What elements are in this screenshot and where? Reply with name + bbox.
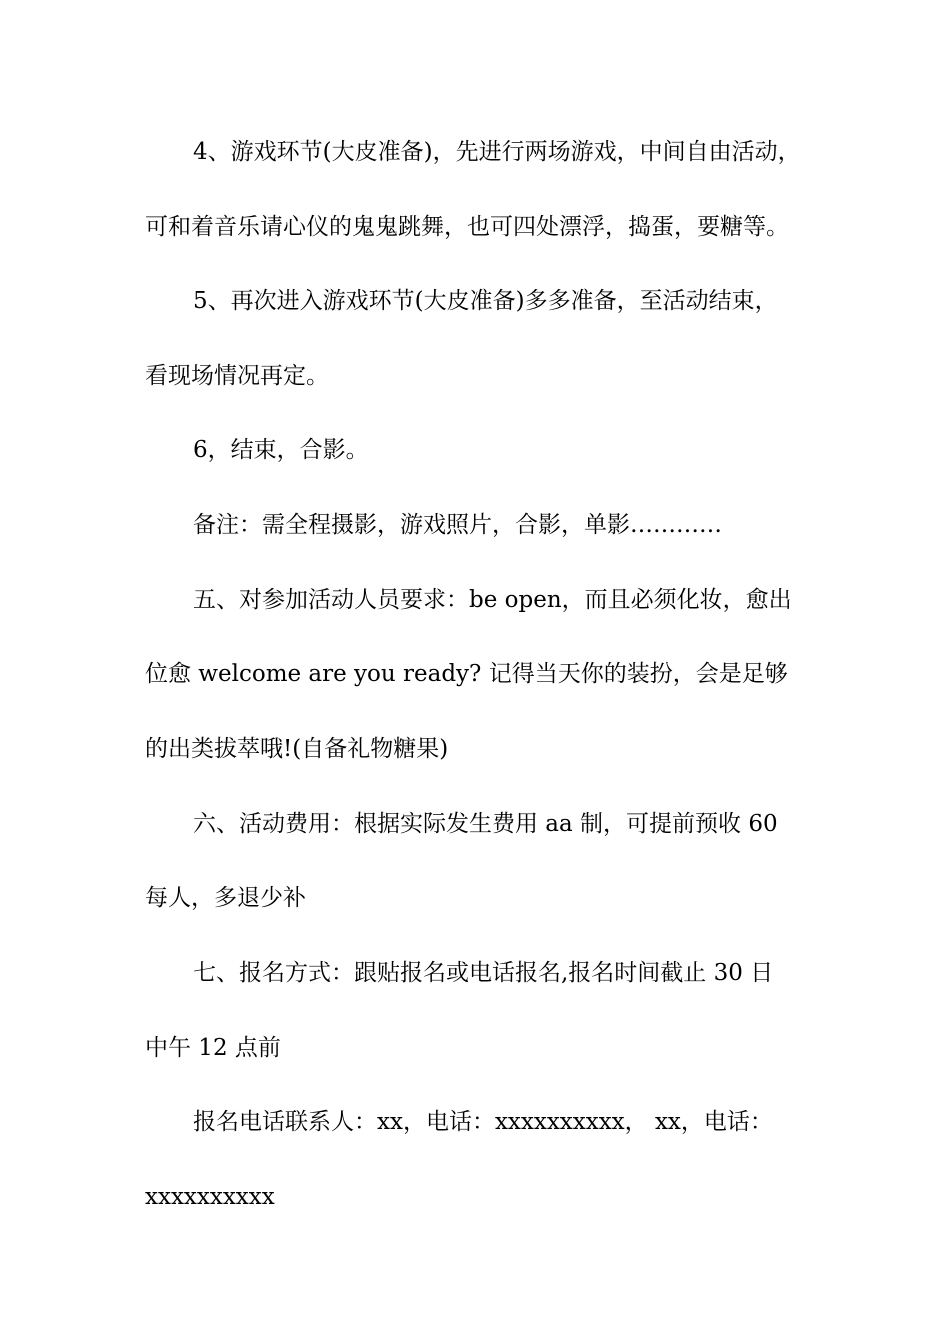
paragraph-line-game-continued: 可和着音乐请心仪的鬼鬼跳舞，也可四处漂浮，捣蛋，要糖等。 <box>145 214 789 240</box>
paragraph-line-game-again-continued: 看现场情况再定。 <box>145 363 329 389</box>
paragraph-line-game-section: 4、游戏环节(大皮准备)，先进行两场游戏，中间自由活动， <box>193 139 801 165</box>
paragraph-line-registration: 七、报名方式：跟贴报名或电话报名,报名时间截止 30 日 <box>193 960 774 986</box>
paragraph-line-requirements-end: 的出类拔萃哦!(自备礼物糖果) <box>145 736 449 762</box>
paragraph-line-contacts: 报名电话联系人：xx，电话：xxxxxxxxxx， xx，电话： <box>193 1109 773 1135</box>
paragraph-line-note: 备注：需全程摄影，游戏照片，合影，单影………… <box>193 512 722 538</box>
paragraph-line-registration-deadline: 中午 12 点前 <box>145 1035 281 1061</box>
paragraph-line-requirements-continued: 位愈 welcome are you ready? 记得当天你的装扮，会是足够 <box>145 661 788 687</box>
paragraph-line-game-again: 5、再次进入游戏环节(大皮准备)多多准备，至活动结束， <box>193 288 778 314</box>
paragraph-line-contact-phone: xxxxxxxxxx <box>145 1184 275 1210</box>
paragraph-line-fees-continued: 每人，多退少补 <box>145 885 306 911</box>
paragraph-line-requirements: 五、对参加活动人员要求：be open，而且必须化妆，愈出 <box>193 587 792 613</box>
paragraph-line-fees: 六、活动费用：根据实际发生费用 aa 制，可提前预收 60 <box>193 811 778 837</box>
paragraph-line-ending: 6，结束，合影。 <box>193 437 369 463</box>
